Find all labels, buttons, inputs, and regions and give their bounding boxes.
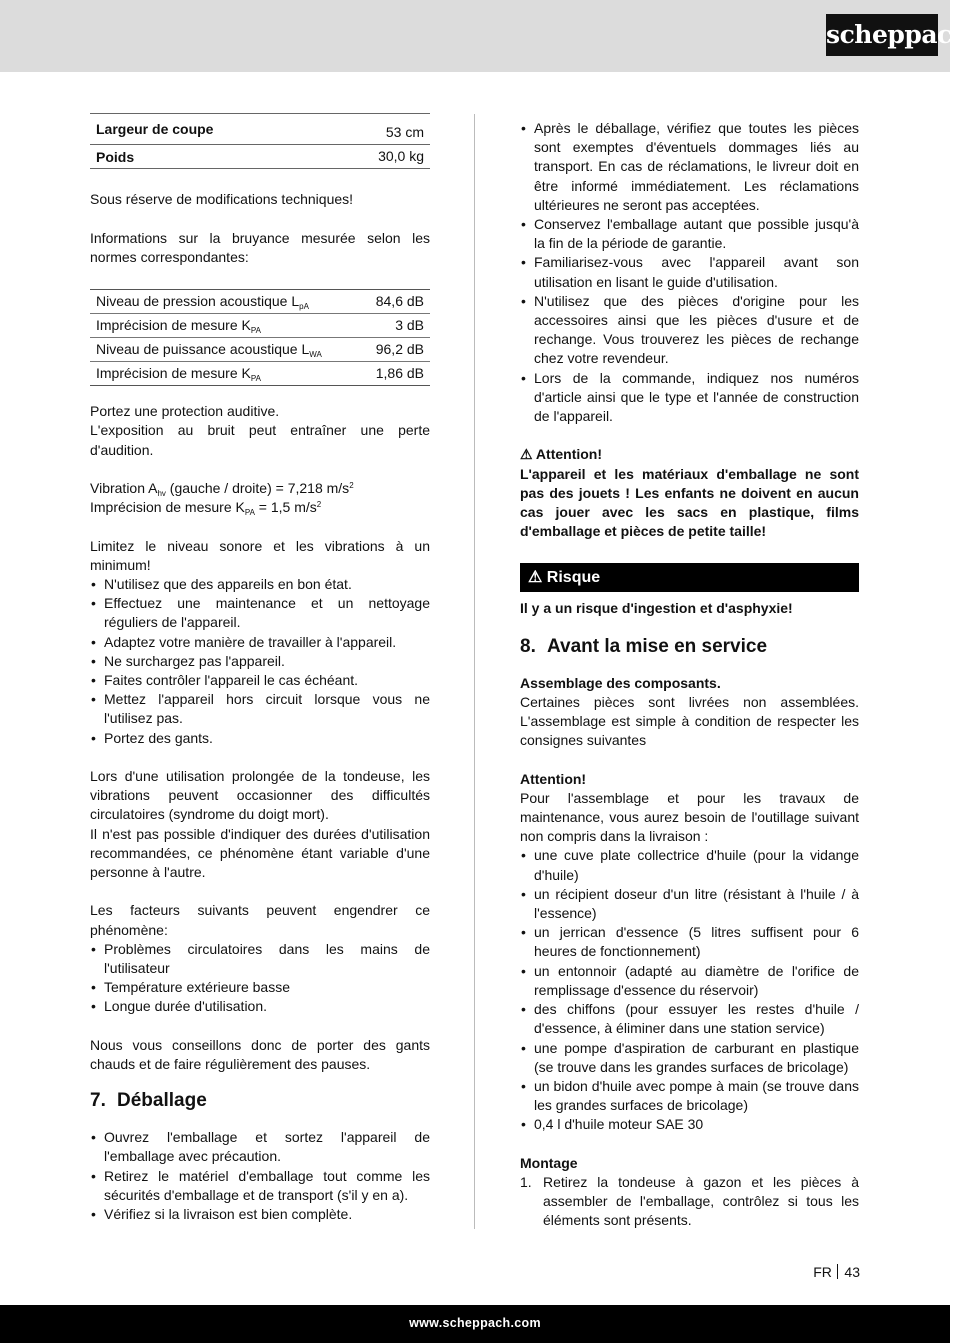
factors-text: Les facteurs suivants peuvent engendrer ce phénomène:: [90, 902, 430, 938]
list-item: • Vérifiez si la livraison est bien complète.: [90, 1205, 430, 1224]
list-item: • un récipient doseur d'un litre (résistant à l'huile / à l'essence): [520, 885, 859, 923]
header-bar: [0, 0, 969, 72]
noise-value: 84,6 dB: [361, 290, 430, 314]
risk-text: Il y a un risque d'ingestion et d'asphyxie!: [520, 600, 793, 617]
tools-list: [520, 846, 859, 1134]
attention-warning: L'appareil et les matériaux d'emballage ne sont pas des jouets ! Les enfants ne doivent en aucun cas jouer avec les sacs en plastique, films d'emballage et pièces de petite taille!: [520, 465, 859, 540]
list-item: • un entonnoir (adapté au diamètre de l'orifice de remplissage d'essence du réservoir): [520, 962, 859, 1000]
spec-label: Largeur de coupe: [90, 114, 222, 145]
noise-value: 3 dB: [361, 314, 430, 338]
list-item: • Conservez l'emballage autant que possible jusqu'à la fin de la période de garantie.: [520, 215, 859, 253]
list-item: • une cuve plate collectrice d'huile (pour la vidange d'huile): [520, 846, 859, 884]
attention2-heading: Attention!: [520, 770, 587, 787]
assembly-text: Certaines pièces sont livrées non assemblées. L'assemblage est simple à condition de respecter les consignes suivantes: [520, 693, 859, 749]
unpack-list-continued: [520, 119, 859, 426]
list-item: • un bidon d'huile avec pompe à main (se trouve dans les grandes surfaces de bricolage): [520, 1077, 859, 1115]
factors-list: [90, 940, 430, 1017]
list-item: • Ne surchargez pas l'appareil.: [90, 652, 430, 671]
list-item: • un jerrican d'essence (5 litres suffisent pour 6 heures de fonctionnement): [520, 923, 859, 961]
list-item: • Longue durée d'utilisation.: [90, 997, 430, 1016]
noise-label: Niveau de puissance acoustique $L_{WA}$: [90, 338, 361, 362]
table-row: [90, 362, 430, 386]
spec-table: [90, 113, 430, 169]
noise-label: Imprécision de mesure $K_{PA}$: [90, 314, 361, 338]
list-item: • Lors de la commande, indiquez nos numéros d'article ainsi que le type et l'année de construction de l'appareil.: [520, 369, 859, 427]
limit-noise-text: Limitez le niveau sonore et les vibrations à un minimum!: [90, 537, 430, 573]
vibration-value: Vibration $A_{hv}$ (gauche / droite) = 7,218 $m/s^2$: [90, 480, 354, 498]
noise-value: 96,2 dB: [361, 338, 430, 362]
list-item: • N'utilisez que des appareils en bon état.: [90, 575, 430, 594]
list-item: • Mettez l'appareil hors circuit lorsque vous ne l'utilisez pas.: [90, 690, 430, 728]
noise-label: Niveau de pression acoustique $L_{pA}$: [90, 290, 361, 314]
noise-label: Imprécision de mesure $K_{PA}$: [90, 362, 361, 386]
risk-banner: ⚠ Risque: [520, 563, 859, 592]
list-item: • 0,4 l d'huile moteur SAE 30: [520, 1115, 859, 1134]
montage-heading: Montage: [520, 1154, 578, 1171]
unpack-list: [90, 1128, 430, 1224]
list-item: • Portez des gants.: [90, 729, 430, 748]
list-item: • Faites contrôler l'appareil le cas échéant.: [90, 671, 430, 690]
list-item: • Température extérieure basse: [90, 978, 430, 997]
list-item: • Familiarisez-vous avec l'appareil avant son utilisation en lisant le guide d'utilisation.: [520, 253, 859, 291]
montage-steps: [520, 1173, 859, 1231]
table-row: [90, 114, 430, 145]
list-item: • Adaptez votre manière de travailler à l'appareil.: [90, 633, 430, 652]
brand-logo: scheppach: [826, 14, 938, 56]
assembly-heading: Assemblage des composants.: [520, 674, 721, 691]
list-item: • Effectuez une maintenance et un nettoyage réguliers de l'appareil.: [90, 594, 430, 632]
table-row: [90, 314, 430, 338]
hearing-protection: Portez une protection auditive.: [90, 403, 280, 420]
list-item: • une pompe d'aspiration de carburant en plastique (se trouve dans les grandes surfaces de bricolage): [520, 1039, 859, 1077]
duration-text: Il n'est pas possible d'indiquer des durées d'utilisation recommandées, ce phénomène étant variable d'une personne à l'autre.: [90, 825, 430, 881]
noise-exposure: L'exposition au bruit peut entraîner une perte d'audition.: [90, 422, 430, 458]
table-row: [90, 145, 430, 169]
section-heading-before-use: 8. Avant la mise en service: [520, 635, 768, 657]
list-item: • Problèmes circulatoires dans les mains de l'utilisateur: [90, 940, 430, 978]
list-item: • N'utilisez que des pièces d'origine pour les accessoires ainsi que les pièces d'usure et de rechange. Vous trouverez les pièces de rechange chez votre revendeur.: [520, 292, 859, 369]
spec-value: 53 cm: [222, 114, 430, 145]
footer-bar: [0, 1305, 950, 1343]
noise-value: 1,86 dB: [361, 362, 430, 386]
noise-table: [90, 289, 430, 386]
tech-reserve-note: Sous réserve de modifications techniques!: [90, 191, 354, 208]
list-item: • Ouvrez l'emballage et sortez l'appareil de l'emballage avec précaution.: [90, 1128, 430, 1166]
advice-text: Nous vous conseillons donc de porter des gants chauds et de faire régulièrement des pauses.: [90, 1036, 430, 1073]
spec-label: Poids: [90, 145, 222, 169]
table-row: [90, 290, 430, 314]
list-item: • Retirez le matériel d'emballage tout comme les sécurités d'emballage et de transport (s'il y en a).: [90, 1167, 430, 1205]
page-number: FR 43: [813, 1264, 860, 1280]
list-item: • des chiffons (pour essuyer les restes d'huile / d'essence, à éliminer dans une station service): [520, 1000, 859, 1038]
list-item: • Après le déballage, vérifiez que toutes les pièces sont exemptes d'éventuels dommages liés au transport. En cas de réclamations, le livreur doit en être informé immédiatement. Les réclamations ultérieures ne seront pas acceptées.: [520, 119, 859, 215]
prolonged-use-text: Lors d'une utilisation prolongée de la tondeuse, les vibrations peuvent occasionner des difficultés circulatoires (syndrome du doigt mort).: [90, 768, 430, 823]
vibration-uncertainty: Imprécision de mesure $K_{PA} = 1,5$ $m/s^2$: [90, 499, 322, 518]
list-item: 1. Retirez la tondeuse à gazon et les pièces à assembler de l'emballage, contrôlez si tous les éléments sont présents.: [520, 1173, 859, 1229]
column-divider: [474, 114, 475, 1229]
footer-url: www.scheppach.com: [409, 1316, 541, 1330]
attention2-text: Pour l'assemblage et pour les travaux de maintenance, vous aurez besoin de l'outillage suivant non compris dans la livraison :: [520, 789, 859, 845]
section-heading-unpacking: 7. Déballage: [90, 1090, 207, 1112]
table-row: [90, 338, 430, 362]
noise-intro: Informations sur la bruyance mesurée selon les normes correspondantes:: [90, 229, 430, 265]
spec-value: 30,0 kg: [222, 145, 430, 169]
limit-list: [90, 575, 430, 748]
left-column: [90, 113, 430, 1224]
attention-heading: ⚠ Attention!: [520, 446, 603, 463]
right-column: [520, 119, 859, 1231]
